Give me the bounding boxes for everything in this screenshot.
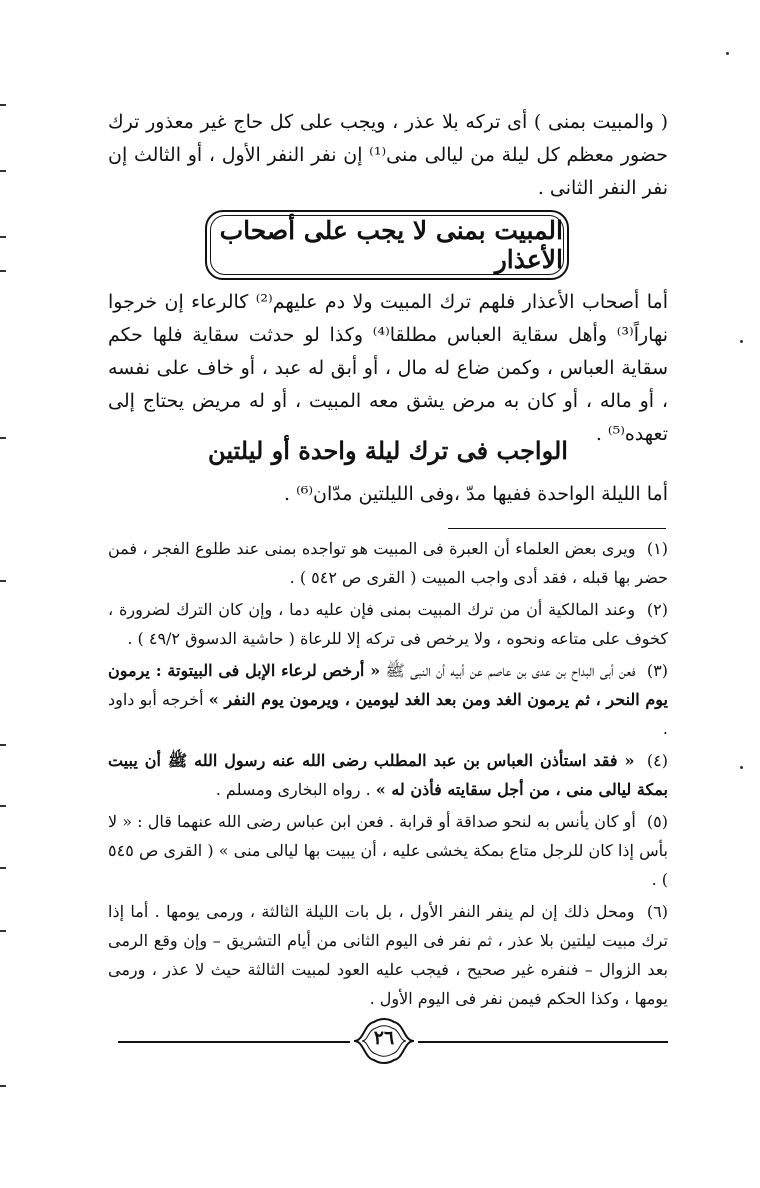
margin-mark <box>0 930 6 932</box>
footnote-number: (٢) <box>646 600 668 619</box>
margin-mark <box>0 236 6 238</box>
boxed-heading-frame <box>205 210 569 280</box>
footnote-text: فعن أبى البداح بن عدى بن عاصم عن أبيه أن النبى ﷺ <box>385 661 636 680</box>
footnote-3 <box>108 656 668 743</box>
footnote-source: . رواه البخارى ومسلم . <box>215 780 371 799</box>
margin-mark <box>740 766 743 769</box>
footnote-text: أو كان يأنس به لنحو صداقة أو قرابة . فعن ابن عباس رضى الله عنهما قال : « لا بأس إذا كان للرجل متاع بمكة يخشى عليه ، أن يبيت بها ليالى منى » ( القرى ص ٥٤٥ ) . <box>108 812 668 889</box>
footer-rule-right <box>418 1041 668 1043</box>
footnote-text: ويرى بعض العلماء أن العبرة فى المبيت هو تواجده بمنى عند طلوع الفجر ، فمن حضر بها قبله ، فقد أدى واجب المبيت ( القرى ص ٥٤٢ ) . <box>108 539 668 587</box>
boxed-heading-inner-frame <box>210 215 564 275</box>
footnote-number: (٥) <box>646 812 668 831</box>
paragraph-excuses: أما أصحاب الأعذار فلهم ترك المبيت ولا دم عليهم⁽²⁾ كالرعاء إن خرجوا نهاراً⁽³⁾ وأهل سقاية العباس مطلقا⁽⁴⁾ وكذا لو حدثت سقاية فلها حكم سقاية العباس ، وكمن ضاع له مال ، أو أبق له عبد ، أو خاف على نفسه ، أو ماله ، أو كان به مرض يشق معه المبيت ، أو له مريض يحتاج إلى تعهده⁽⁵⁾ . <box>108 291 668 445</box>
footnote-1 <box>108 534 668 592</box>
footnote-hadith: « فقد استأذن العباس بن عبد المطلب رضى الله عنه رسول الله ﷺ أن يبيت بمكة ليالى منى ، من أجل سقايته فأذن له » <box>108 751 668 799</box>
margin-mark <box>0 1085 6 1087</box>
footnotes <box>108 534 668 1016</box>
margin-mark <box>0 867 6 869</box>
margin-mark <box>0 170 6 172</box>
footnote-number: (١) <box>646 539 668 558</box>
footnote-text: وعند المالكية أن من ترك المبيت بمنى فإن عليه دما ، وإن كان الترك لضرورة ، كخوف على متاعه ونحوه ، ولا يرخص فى تركه إلا للرعاة ( حاشية الدسوق ٤٩/٢ ) . <box>108 600 668 648</box>
footnote-separator <box>448 528 666 529</box>
footnote-6 <box>108 897 668 1013</box>
footnote-text: ومحل ذلك إن لم ينفر النفر الأول ، بل بات الليلة الثالثة ، ورمى يومها . أما إذا ترك مبيت ليلتين بلا عذر ، ثم نفر فى اليوم الثانى من أيام التشريق – وإن وقع الرمى بعد الزوال – فنفره غير صحيح ، فيجب عليه العود لمبيت الثالثة حيث لا عذر ، ورمى يومها ، وكذا الحكم فيمن نفر فى اليوم الأول . <box>108 902 668 1008</box>
footnote-hadith: « أرخص لرعاء الإبل فى البيتوتة : يرمون يوم النحر ، ثم يرمون الغد ومن بعد الغد ليومين ، ويرمون يوم النفر » <box>108 661 669 709</box>
footer-rule-left <box>118 1041 350 1043</box>
footnote-4 <box>108 746 668 804</box>
margin-mark <box>0 270 6 272</box>
margin-mark <box>740 340 743 343</box>
margin-mark <box>0 104 6 106</box>
paragraph-mabit: ( والمبيت بمنى ) أى تركه بلا عذر ، ويجب على كل حاج غير معذور ترك حضور معظم كل ليلة من ليالى منى⁽¹⁾ إن نفر النفر الأول ، أو الثالث إن نفر النفر الثانى . <box>108 111 668 199</box>
margin-mark <box>0 580 6 582</box>
margin-mark <box>726 52 729 55</box>
page-number: ٢٦ <box>373 1027 395 1049</box>
margin-mark <box>0 805 6 807</box>
section-heading: الواجب فى ترك ليلة واحدة أو ليلتين <box>208 436 568 465</box>
margin-mark <box>0 437 6 439</box>
footnote-source: أخرجه أبو داود . <box>108 690 668 738</box>
boxed-heading: المبيت بمنى لا يجب على أصحاب الأعذار <box>219 216 563 274</box>
margin-mark <box>0 744 6 746</box>
footnote-5 <box>108 807 668 894</box>
footnote-number: (٤) <box>646 751 669 770</box>
footnote-number: (٦) <box>646 902 668 921</box>
paragraph-obligation: أما الليلة الواحدة ففيها مدّ ،وفى الليلتين مدّان⁽⁶⁾ . <box>283 483 668 505</box>
footnote-2 <box>108 595 668 653</box>
footnote-number: (٣) <box>646 661 668 680</box>
